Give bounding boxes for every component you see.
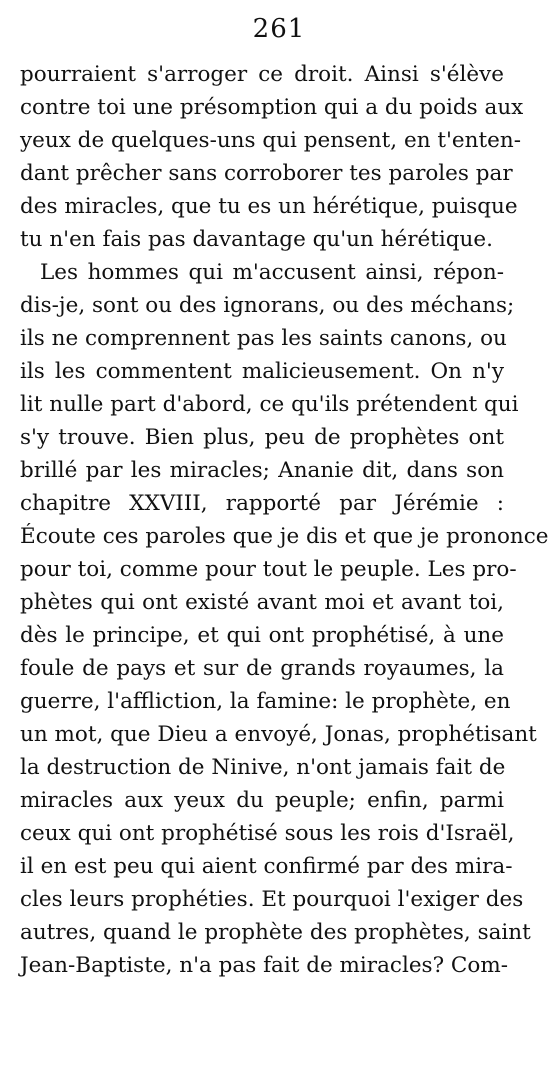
text-line: foule de pays et sur de grands royaumes, la — [20, 656, 504, 681]
text-line: s'y trouve. Bien plus, peu de prophètes ont — [20, 425, 504, 450]
text-line: ils ne comprennent pas les saints canons, ou — [20, 326, 507, 351]
text-line: dès le principe, et qui ont prophétisé, à une — [20, 623, 504, 648]
text-line: brillé par les miracles; Ananie dit, dans son — [20, 458, 504, 483]
text-line: ceux qui ont prophétisé sous les rois d'Israël, — [20, 821, 515, 846]
text-line: guerre, l'affliction, la famine: le prophète, en — [20, 689, 511, 714]
page-number: 261 — [252, 14, 306, 44]
text-line: cles leurs prophéties. Et pourquoi l'exiger des — [20, 887, 524, 912]
text-line: lit nulle part d'abord, ce qu'ils prétendent qui — [20, 392, 519, 417]
text-line: chapitre XXVIII, rapporté par Jérémie : — [20, 491, 504, 516]
text-line: phètes qui ont existé avant moi et avant toi, — [20, 590, 504, 615]
text-line: dis-je, sont ou des ignorans, ou des méchans; — [20, 293, 515, 318]
text-line: dant prêcher sans corroborer tes paroles par — [20, 161, 513, 186]
text-line: Les hommes qui m'accusent ainsi, répon- — [40, 260, 504, 285]
text-line: un mot, que Dieu a envoyé, Jonas, prophétisant — [20, 722, 537, 747]
text-line: Écoute ces paroles que je dis et que je prononce — [20, 524, 549, 549]
text-line: ils les commentent malicieusement. On n'y — [20, 359, 504, 384]
text-line: il en est peu qui aient confirmé par des mira- — [20, 854, 513, 879]
body-text — [20, 58, 549, 982]
text-line: tu n'en fais pas davantage qu'un hérétique. — [20, 227, 493, 252]
text-line: autres, quand le prophète des prophètes, saint — [20, 920, 531, 945]
text-line: pour toi, comme pour tout le peuple. Les pro- — [20, 557, 517, 582]
text-line: contre toi une présomption qui a du poids aux — [20, 95, 524, 120]
text-line: miracles aux yeux du peuple; enfin, parmi — [20, 788, 504, 813]
text-line: yeux de quelques-uns qui pensent, en t'enten- — [20, 128, 521, 153]
text-line: la destruction de Ninive, n'ont jamais fait de — [20, 755, 506, 780]
text-line: Jean-Baptiste, n'a pas fait de miracles? Com- — [20, 953, 508, 978]
text-line: pourraient s'arroger ce droit. Ainsi s'élève — [20, 62, 504, 87]
text-line: des miracles, que tu es un hérétique, puisque — [20, 194, 518, 219]
